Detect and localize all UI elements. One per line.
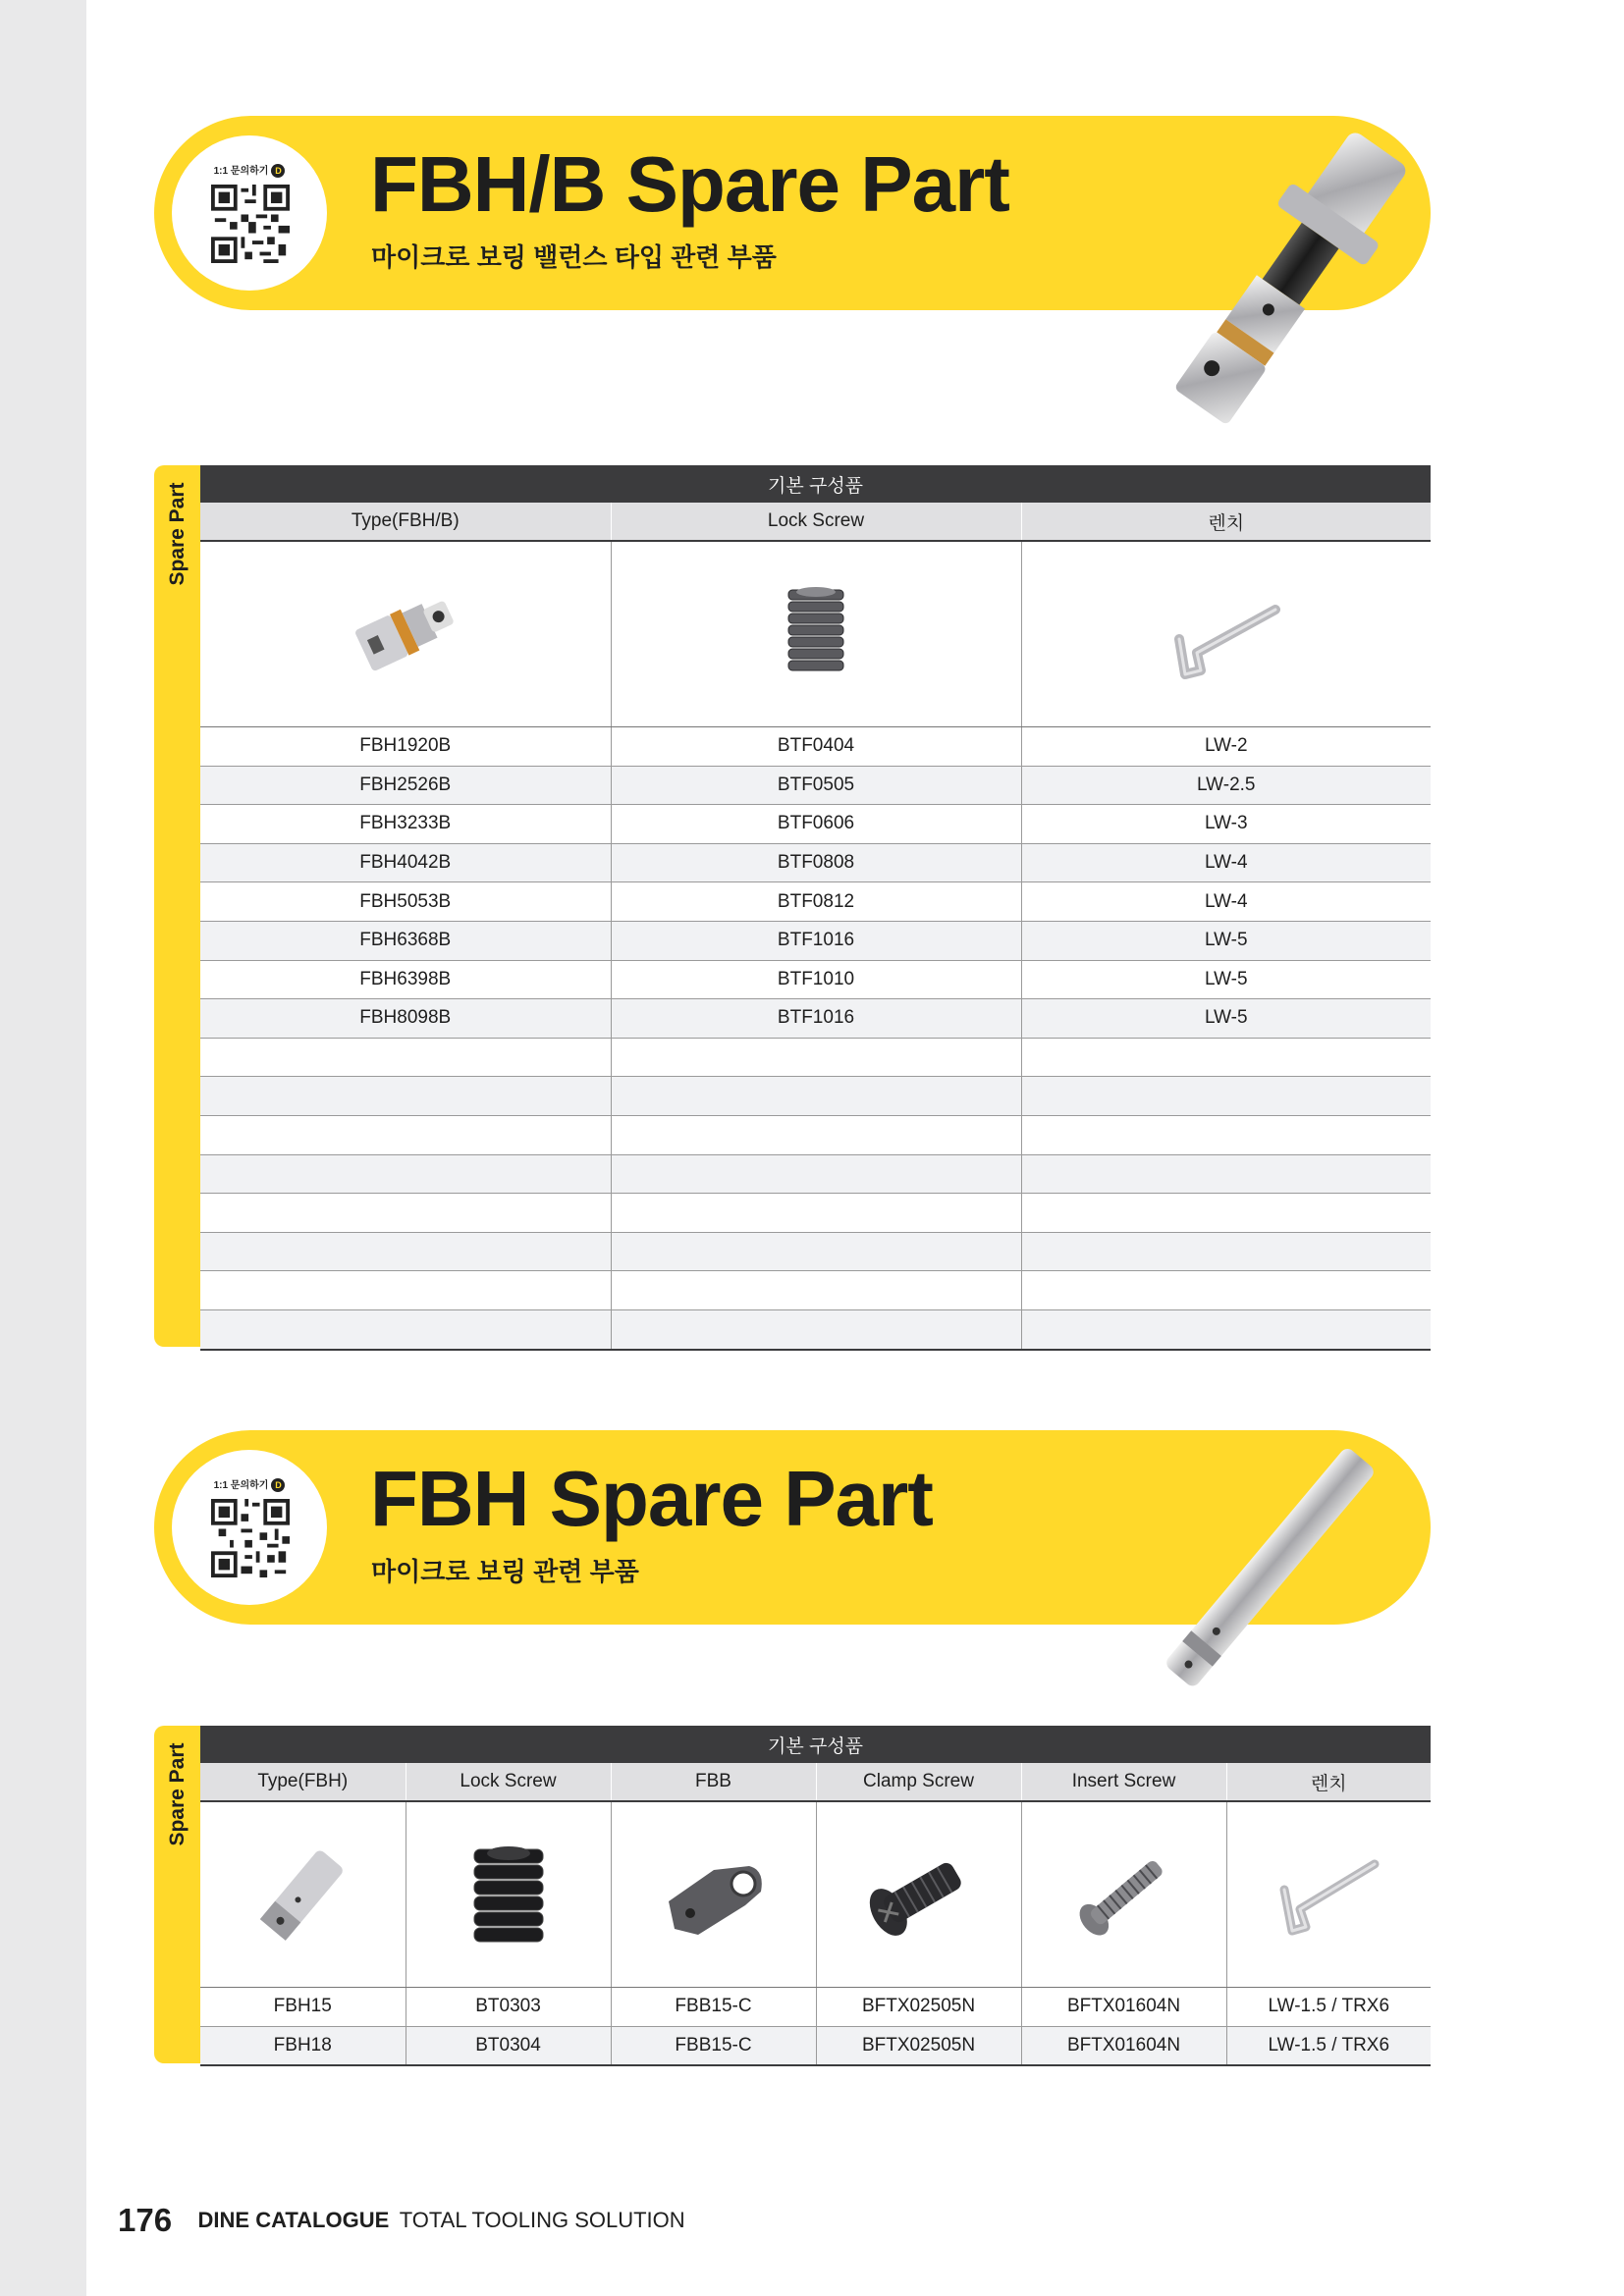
section-title: FBH Spare Part — [370, 1455, 933, 1542]
insert-screw-cell: BFTX01604N — [1021, 2026, 1226, 2065]
page-footer — [118, 2202, 685, 2239]
fbh-b-boring-head-image — [1105, 126, 1458, 440]
boring-bar-part-image — [248, 1841, 356, 1949]
lock-screw-cell — [611, 1077, 1021, 1116]
qr-card[interactable] — [172, 1450, 327, 1605]
table-row — [200, 921, 1431, 960]
clamp-screw-image-cell — [816, 1801, 1021, 1988]
wrench-cell: LW-4 — [1021, 843, 1431, 882]
lock-screw-cell: BTF1010 — [611, 960, 1021, 999]
type-cell: FBH6368B — [200, 921, 611, 960]
table-row — [200, 1232, 1431, 1271]
column-header-insert-screw: Insert Screw — [1021, 1763, 1226, 1801]
type-cell — [200, 1154, 611, 1194]
table-row — [200, 1194, 1431, 1233]
lock-screw-cell — [611, 1194, 1021, 1233]
type-cell — [200, 1077, 611, 1116]
type-cell: FBH6398B — [200, 960, 611, 999]
fbh-boring-bar-image — [1110, 1431, 1434, 1706]
spare-part-tab — [154, 465, 200, 1347]
footer-brand: DINE CATALOGUE — [197, 2208, 390, 2232]
lock-screw-cell: BTF0404 — [611, 727, 1021, 767]
table-row — [200, 805, 1431, 844]
qr-caption: 1:1 문의하기 D — [172, 1476, 327, 1492]
table-row — [200, 882, 1431, 922]
type-part-image-cell — [200, 541, 611, 727]
wrench-cell: LW-4 — [1021, 882, 1431, 922]
column-header-wrench: 렌치 — [1226, 1763, 1431, 1801]
wrench-cell — [1021, 1115, 1431, 1154]
type-cell — [200, 1115, 611, 1154]
group-header: 기본 구성품 — [200, 465, 1431, 503]
insert-screw-cell: BFTX01604N — [1021, 1988, 1226, 2027]
lock-screw-cell — [611, 1115, 1021, 1154]
lock-screw-cell — [611, 1154, 1021, 1194]
clamp-screw-image — [860, 1841, 978, 1949]
lock-screw-cell — [611, 1038, 1021, 1077]
type-cell — [200, 1194, 611, 1233]
inquiry-icon: D — [271, 1478, 285, 1492]
page-number: 176 — [118, 2202, 173, 2238]
lock-screw-cell: BTF0812 — [611, 882, 1021, 922]
type-cell — [200, 1038, 611, 1077]
table-row — [200, 727, 1431, 767]
lock-screw-cell: BTF1016 — [611, 999, 1021, 1039]
wrench-cell — [1021, 1154, 1431, 1194]
type-cell: FBH5053B — [200, 882, 611, 922]
inquiry-icon: D — [271, 164, 285, 178]
wrench-cell — [1021, 1232, 1431, 1271]
type-cell: FBH18 — [200, 2026, 406, 2065]
wrench-cell — [1021, 1038, 1431, 1077]
column-header-lock-screw: Lock Screw — [406, 1763, 611, 1801]
lock-screw-cell — [611, 1232, 1021, 1271]
wrench-cell: LW-5 — [1021, 960, 1431, 999]
type-cell: FBH1920B — [200, 727, 611, 767]
spare-part-tab-label: Spare Part — [165, 482, 189, 586]
qr-card[interactable] — [172, 135, 327, 291]
column-header-type: Type(FBH/B) — [200, 503, 611, 541]
fbb-image-cell — [611, 1801, 816, 1988]
wrench-cell: LW-5 — [1021, 999, 1431, 1039]
column-header-fbb: FBB — [611, 1763, 816, 1801]
lock-screw-image-cell — [406, 1801, 611, 1988]
table-row — [200, 960, 1431, 999]
table-row — [200, 1988, 1431, 2027]
table-row — [200, 1038, 1431, 1077]
insert-screw-image-cell — [1021, 1801, 1226, 1988]
type-cell: FBH3233B — [200, 805, 611, 844]
table-row — [200, 766, 1431, 805]
wrench-cell — [1021, 1194, 1431, 1233]
type-cell: FBH15 — [200, 1988, 406, 2027]
hex-wrench-image — [1265, 1841, 1392, 1949]
wrench-image-cell — [1021, 541, 1431, 727]
type-cell — [200, 1309, 611, 1349]
lock-screw-cell — [611, 1309, 1021, 1349]
spare-part-tab — [154, 1726, 200, 2063]
type-cell — [200, 1232, 611, 1271]
type-cell: FBH2526B — [200, 766, 611, 805]
qr-caption: 1:1 문의하기 D — [172, 162, 327, 178]
boring-head-part-image — [347, 580, 464, 688]
wrench-cell: LW-2.5 — [1021, 766, 1431, 805]
clamp-screw-cell: BFTX02505N — [816, 2026, 1021, 2065]
table-row — [200, 1077, 1431, 1116]
table-row — [200, 1154, 1431, 1194]
column-header-type: Type(FBH) — [200, 1763, 406, 1801]
spare-part-tab-label: Spare Part — [165, 1742, 189, 1846]
lock-screw-cell — [611, 1271, 1021, 1310]
wrench-cell: LW-2 — [1021, 727, 1431, 767]
qr-code-icon — [211, 1499, 290, 1577]
fbb-cell: FBB15-C — [611, 1988, 816, 2027]
group-header: 기본 구성품 — [200, 1726, 1431, 1763]
lock-screw-cell: BT0304 — [406, 2026, 611, 2065]
lock-screw-image — [777, 580, 855, 688]
insert-screw-image — [1065, 1841, 1183, 1949]
wrench-cell: LW-3 — [1021, 805, 1431, 844]
table-row — [200, 2026, 1431, 2065]
section-subtitle: 마이크로 보링 관련 부품 — [371, 1557, 639, 1586]
type-cell: FBH4042B — [200, 843, 611, 882]
type-cell — [200, 1271, 611, 1310]
type-part-image-cell — [200, 1801, 406, 1988]
section-subtitle: 마이크로 보링 밸런스 타입 관련 부품 — [371, 242, 777, 272]
column-header-clamp-screw: Clamp Screw — [816, 1763, 1021, 1801]
lock-screw-cell: BT0303 — [406, 1988, 611, 2027]
hex-wrench-image — [1158, 580, 1295, 688]
type-cell: FBH8098B — [200, 999, 611, 1039]
table-row — [200, 999, 1431, 1039]
lock-screw-cell: BTF0505 — [611, 766, 1021, 805]
footer-tagline: TOTAL TOOLING SOLUTION — [399, 2208, 685, 2232]
table-row — [200, 1115, 1431, 1154]
clamp-screw-cell: BFTX02505N — [816, 1988, 1021, 2027]
wrench-cell: LW-1.5 / TRX6 — [1226, 2026, 1431, 2065]
lock-screw-image-cell — [611, 541, 1021, 727]
fbb-clamp-image — [655, 1841, 773, 1949]
table-row — [200, 1271, 1431, 1310]
wrench-cell — [1021, 1077, 1431, 1116]
column-header-lock-screw: Lock Screw — [611, 503, 1021, 541]
wrench-cell: LW-1.5 / TRX6 — [1226, 1988, 1431, 2027]
fbh-spare-part-table — [200, 1726, 1431, 2066]
lock-screw-image — [464, 1836, 553, 1953]
fbb-cell: FBB15-C — [611, 2026, 816, 2065]
left-margin-strip — [0, 0, 86, 2296]
section-title: FBH/B Spare Part — [370, 140, 1009, 228]
wrench-cell: LW-5 — [1021, 921, 1431, 960]
lock-screw-cell: BTF0606 — [611, 805, 1021, 844]
column-header-wrench: 렌치 — [1021, 503, 1431, 541]
wrench-image-cell — [1226, 1801, 1431, 1988]
qr-code-icon — [211, 185, 290, 263]
lock-screw-cell: BTF1016 — [611, 921, 1021, 960]
table-row — [200, 1309, 1431, 1349]
wrench-cell — [1021, 1309, 1431, 1349]
wrench-cell — [1021, 1271, 1431, 1310]
lock-screw-cell: BTF0808 — [611, 843, 1021, 882]
fbh-b-spare-part-table — [200, 465, 1431, 1351]
table-row — [200, 843, 1431, 882]
